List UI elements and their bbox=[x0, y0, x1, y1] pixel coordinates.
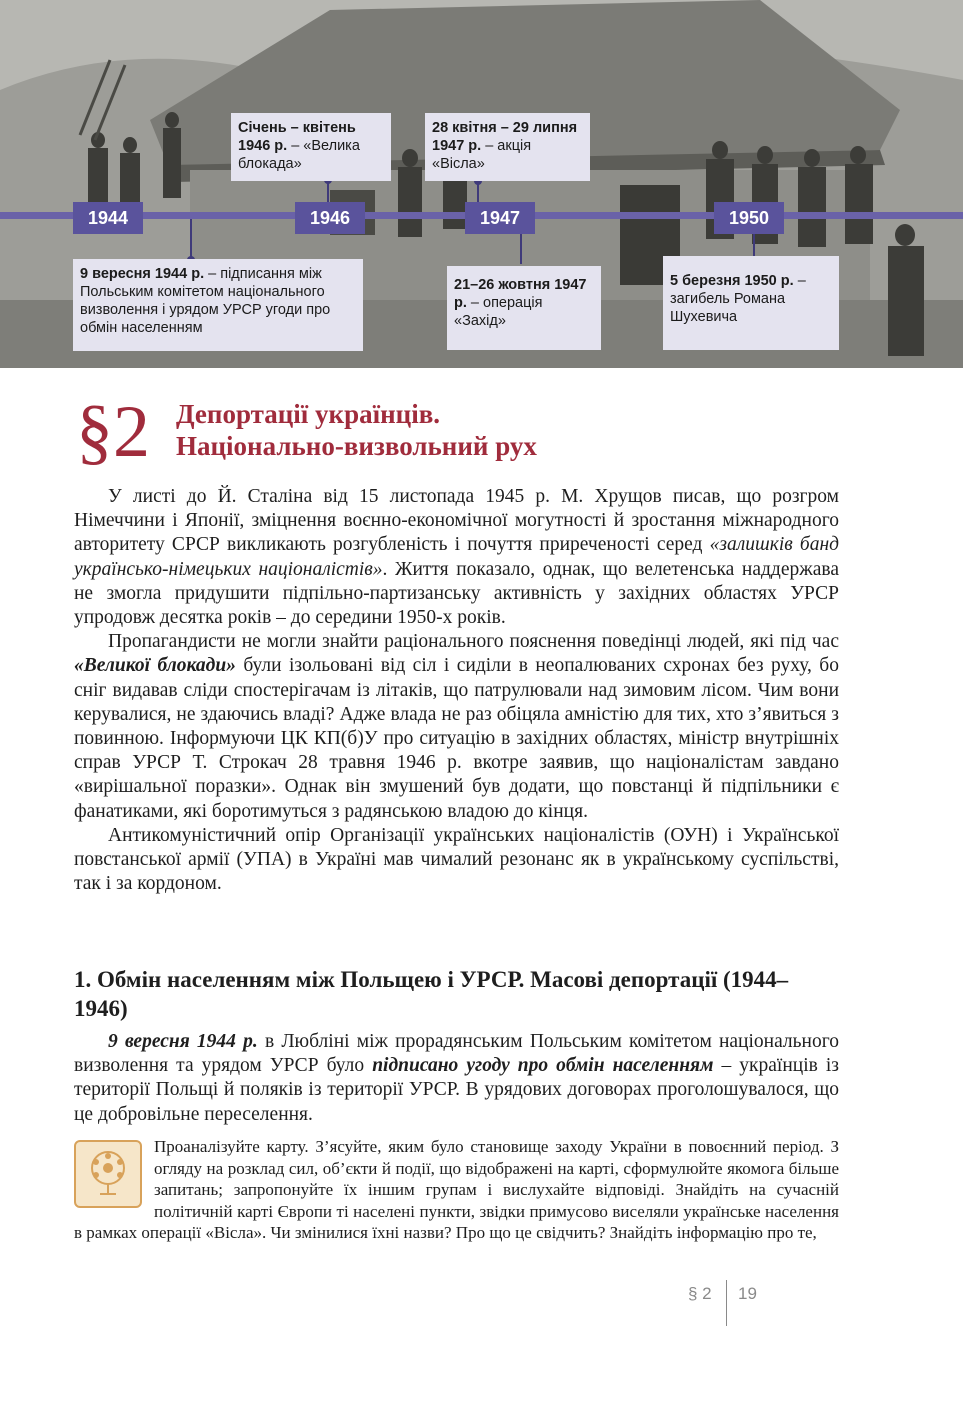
group-discussion-icon bbox=[74, 1140, 142, 1208]
intro-text bbox=[74, 485, 839, 896]
text-run: в Любліні між прорадянським Польським комітетом національного визволення та урядом УРСР було bbox=[74, 1031, 839, 1077]
timeline-year-1946: 1946 bbox=[295, 202, 365, 234]
paragraph: Антикомуністичний опір Організації українських націоналістів (ОУН) і Української повстанської армії (УПА) в Україні мав чималий резонанс як в українському суспільстві, так і за кордоном. bbox=[74, 824, 839, 895]
text-run: У листі до Й. Сталіна від 15 листопада 1945 р. М. Хрущов писав, що розгром Німеччини і Японії, зміцнення воєнно-економічної могутності й зростання міжнародного авторитету СРСР викликають розгубленість і почуття приреченості серед bbox=[74, 486, 839, 556]
paragraph bbox=[74, 485, 839, 630]
section-mark: §2 bbox=[76, 391, 150, 473]
event-operation-west bbox=[447, 266, 601, 350]
page-title bbox=[176, 398, 916, 462]
text-run: . Життя показало, однак, що велетенська наддержава не змогла придушити підпільно-партизанську активність у західних областях УРСР упродовж десятка років – до середини 1950-х років. bbox=[74, 558, 839, 629]
timeline-connector bbox=[190, 219, 192, 261]
event-date: 5 березня 1950 р. bbox=[670, 273, 794, 289]
event-text: – «Велика блокада» bbox=[238, 138, 360, 172]
event-population-exchange bbox=[73, 259, 363, 351]
event-date: Січень – квітень 1946 р. bbox=[238, 120, 356, 154]
footer-divider bbox=[726, 1280, 727, 1326]
emphasis: підписано угоду про обмін населенням bbox=[372, 1055, 714, 1077]
text-run: – українців із території Польщі й поляків із території УРСР. В урядових договорах проголошувалося, що це добровільне переселення. bbox=[74, 1055, 839, 1125]
event-text: – операція «Захід» bbox=[454, 295, 543, 329]
text-run: були ізольовані від сіл і сиділи в неопалюваних схронах без руху, бо сніг видавав сліди спостерігачам із літаків, що патрулювали над зимовим лісом. Чим вони керувалися, не здаючись владі? Адже влада не раз обіцяла амністію для тих, хто з’явиться з повинною. Інформуючи ЦК КП(б)У про ситуацію в західних областях, міністр внутрішніх справ УРСР Т. Строкач 28 травня 1946 р. вкотре заявив, що націоналістам завдано «вирішальної поразки». Однак він змушений був додати, що повстанці й підпільники є фанатиками, які боротимуться з радянською владою до кінця. bbox=[74, 655, 839, 822]
timeline-year-1944: 1944 bbox=[73, 202, 143, 234]
timeline-year-1950: 1950 bbox=[714, 202, 784, 234]
emphasis: 9 вересня 1944 р. bbox=[108, 1031, 258, 1052]
section1-text bbox=[74, 1030, 839, 1127]
footer-section: § 2 bbox=[688, 1284, 712, 1303]
text-run: Пропагандисти не могли знайти раціонального пояснення поведінці людей, які під час bbox=[108, 631, 839, 653]
page-title-line1: Депортації українців. bbox=[176, 399, 441, 429]
event-date: 9 вересня 1944 р. bbox=[80, 266, 205, 282]
event-text: – акція «Вісла» bbox=[432, 138, 532, 172]
timeline-connector bbox=[753, 234, 755, 256]
timeline-year-1947: 1947 bbox=[465, 202, 535, 234]
group-task bbox=[74, 1136, 839, 1244]
event-vistula-action bbox=[425, 113, 590, 181]
event-text: – підписання між Польським комітетом національного визволення і урядом УРСР угоди про обмін населенням bbox=[80, 266, 331, 336]
event-great-blockade bbox=[231, 113, 391, 181]
event-date: 28 квітня – 29 липня 1947 р. bbox=[432, 120, 578, 154]
timeline-connector bbox=[520, 234, 522, 264]
event-shukhevych-death bbox=[663, 256, 839, 350]
task-text: Проаналізуйте карту. З’ясуйте, яким було становище заходу України в повоєнний період. З огляду на розклад сил, об’єкти й події, що відображені на карті, сформулюйте якомога більше запитань; запропонуйте їх іншим групам і вислухайте відповіді. Знайдіть на сучасній політичній карті Європи ті населені пункти, звідки примусово виселяли українське населення в рамках операції «Вісла». Чи змінилися їхні назви? Про що це свідчить? Знайдіть інформацію про те, bbox=[74, 1137, 839, 1242]
event-text: – загибель Романа Шухевича bbox=[670, 273, 806, 325]
paragraph bbox=[74, 630, 839, 824]
section-heading: 1. Обмін населенням між Польщею і УРСР. Масові депортації (1944–1946) bbox=[74, 967, 789, 1021]
page-title-line2: Національно-визвольний рух bbox=[176, 431, 537, 461]
event-date: 21–26 жовтня 1947 р. bbox=[454, 277, 587, 311]
header-photo-timeline bbox=[0, 0, 963, 368]
paragraph bbox=[74, 1030, 839, 1127]
page-number: 19 bbox=[738, 1284, 757, 1303]
emphasis: «Великої блокади» bbox=[74, 655, 236, 677]
emphasis: «залишків банд українсько-німецьких націоналістів» bbox=[74, 534, 839, 580]
